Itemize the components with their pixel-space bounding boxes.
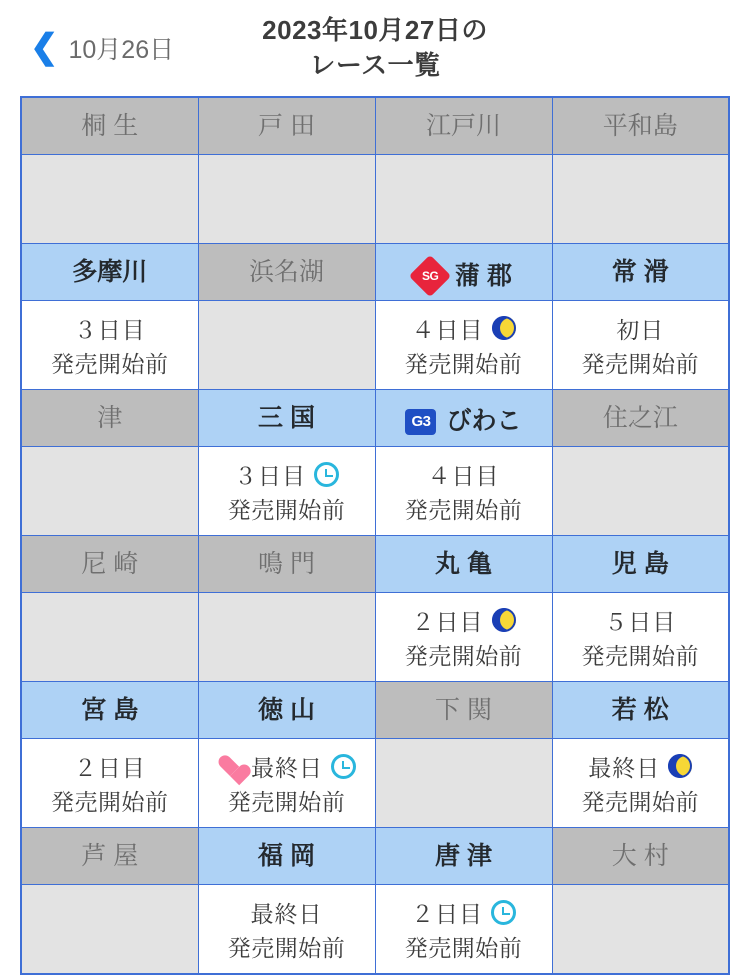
venue-name-label: 徳 山 xyxy=(258,696,315,724)
venue-name-label: 大 村 xyxy=(611,842,669,870)
sale-status-label: 発売開始前 xyxy=(227,789,346,815)
sale-status-label: 発売開始前 xyxy=(404,497,523,523)
venue-info-cell xyxy=(22,593,198,681)
venue-name-row xyxy=(21,244,729,301)
race-day-label: ２日目 xyxy=(73,754,146,781)
venue-info-cell[interactable] xyxy=(376,447,552,535)
venue-info-cell xyxy=(553,155,729,243)
venue-name-cell xyxy=(22,828,198,884)
venue-name-row xyxy=(21,682,729,739)
venue-info-cell[interactable] xyxy=(376,885,552,973)
venue-name-cell[interactable] xyxy=(376,828,552,884)
venue-info-cell[interactable] xyxy=(199,739,375,827)
venue-name-label: 丸 亀 xyxy=(435,550,492,578)
venue-name-cell[interactable] xyxy=(376,244,552,300)
race-day-row xyxy=(199,456,375,492)
race-day-row xyxy=(22,310,198,346)
venue-name-label: 鳴 門 xyxy=(258,550,315,578)
venue-name-cell[interactable] xyxy=(376,536,552,592)
venue-info-cell xyxy=(553,885,729,973)
venue-name-cell[interactable] xyxy=(199,682,375,738)
venue-name-label: 福 岡 xyxy=(258,842,315,870)
race-day-label: ４日目 xyxy=(411,316,484,343)
venue-name-cell xyxy=(553,98,729,154)
venue-name-cell[interactable] xyxy=(22,682,198,738)
venue-info-cell[interactable] xyxy=(199,885,375,973)
venue-name-cell[interactable] xyxy=(553,244,729,300)
race-day-row xyxy=(199,894,375,930)
venue-info-cell[interactable] xyxy=(553,301,729,389)
venue-name-cell xyxy=(376,682,552,738)
venue-name-label: 常 滑 xyxy=(611,258,669,286)
venue-name-cell xyxy=(199,244,375,300)
venue-info-row xyxy=(21,739,729,828)
race-day-row xyxy=(22,748,198,784)
venue-info-row xyxy=(21,447,729,536)
venue-name-cell[interactable] xyxy=(199,390,375,446)
clock-icon xyxy=(314,462,339,487)
venue-name-cell xyxy=(22,390,198,446)
venue-name-label: 児 島 xyxy=(611,550,669,578)
venue-name-cell[interactable] xyxy=(553,536,729,592)
sale-status-label: 発売開始前 xyxy=(581,643,699,669)
clock-icon xyxy=(491,900,516,925)
venue-name-label: 戸 田 xyxy=(258,112,315,140)
venue-name-label: 多摩川 xyxy=(72,258,148,286)
race-day-row xyxy=(553,310,729,346)
sale-status-label: 発売開始前 xyxy=(404,351,523,377)
venue-name-label: 尼 崎 xyxy=(81,550,139,578)
venue-name-row xyxy=(21,536,729,593)
venue-name-label: 住之江 xyxy=(602,404,678,432)
venue-name-cell[interactable] xyxy=(22,244,198,300)
venue-name-label: 津 xyxy=(97,404,123,432)
g3-grade-badge: G3 xyxy=(405,409,436,435)
sale-status-label: 発売開始前 xyxy=(227,935,346,961)
venue-name-label: 三 国 xyxy=(258,404,315,432)
race-list-container xyxy=(0,96,750,975)
race-day-row xyxy=(376,456,552,492)
venue-name-cell xyxy=(199,98,375,154)
heart-icon xyxy=(217,754,243,778)
clock-icon xyxy=(331,754,356,779)
page-title-line2: レース一覧 xyxy=(309,50,441,80)
venue-name-label: 平和島 xyxy=(602,112,678,140)
race-day-label: 最終日 xyxy=(588,754,661,781)
venue-info-cell xyxy=(376,155,552,243)
venue-name-label: 桐 生 xyxy=(81,112,139,140)
venue-name-label: 唐 津 xyxy=(435,842,492,870)
venue-name-label: 蒲 郡 xyxy=(455,261,512,290)
sale-status-label: 発売開始前 xyxy=(51,351,169,377)
venue-info-cell[interactable] xyxy=(553,739,729,827)
venue-name-label: 芦 屋 xyxy=(81,842,139,870)
venue-name-label: 下 関 xyxy=(435,696,492,724)
venue-info-cell[interactable] xyxy=(22,739,198,827)
venue-name-cell xyxy=(376,98,552,154)
venue-info-cell[interactable] xyxy=(553,593,729,681)
race-day-row xyxy=(553,602,729,638)
venue-info-row xyxy=(21,885,729,975)
moon-icon xyxy=(492,316,516,340)
race-day-label: ３日目 xyxy=(73,316,146,343)
venue-name-label: 浜名湖 xyxy=(248,258,324,286)
race-day-label: 最終日 xyxy=(250,900,323,927)
venue-name-cell xyxy=(553,828,729,884)
sale-status-label: 発売開始前 xyxy=(227,497,346,523)
venue-info-row xyxy=(21,155,729,244)
venue-name-label: びわこ xyxy=(446,407,522,435)
race-day-label: ２日目 xyxy=(411,608,484,635)
venue-name-label: 若 松 xyxy=(611,696,669,724)
venue-name-cell xyxy=(22,536,198,592)
race-day-row xyxy=(376,894,552,930)
venue-info-cell xyxy=(22,447,198,535)
race-day-row xyxy=(199,748,375,784)
venue-info-cell xyxy=(22,155,198,243)
venue-info-cell xyxy=(553,447,729,535)
sale-status-label: 発売開始前 xyxy=(581,351,699,377)
back-label: 10月26日 xyxy=(68,36,175,64)
race-venue-table xyxy=(20,96,730,975)
venue-name-cell[interactable] xyxy=(199,828,375,884)
venue-info-row xyxy=(21,301,729,390)
venue-info-cell[interactable] xyxy=(376,593,552,681)
venue-info-cell xyxy=(376,739,552,827)
venue-info-cell xyxy=(199,301,375,389)
page-title xyxy=(262,13,488,83)
race-day-label: ２日目 xyxy=(411,900,483,927)
venue-name-cell xyxy=(199,536,375,592)
venue-info-cell[interactable] xyxy=(22,301,198,389)
moon-icon xyxy=(492,608,516,632)
venue-info-cell[interactable] xyxy=(376,301,552,389)
sg-grade-badge: SG xyxy=(409,255,451,297)
race-day-label: ５日目 xyxy=(604,608,677,635)
venue-name-cell[interactable] xyxy=(553,682,729,738)
race-day-label: ４日目 xyxy=(427,462,500,489)
venue-info-cell xyxy=(199,155,375,243)
venue-name-row xyxy=(21,97,729,155)
venue-info-cell[interactable] xyxy=(199,447,375,535)
page-header xyxy=(0,0,750,96)
moon-icon xyxy=(668,754,692,778)
venue-name-cell[interactable] xyxy=(376,390,552,446)
sale-status-label: 発売開始前 xyxy=(51,789,169,815)
sale-status-label: 発売開始前 xyxy=(404,935,523,961)
venue-info-row xyxy=(21,593,729,682)
venue-info-cell xyxy=(199,593,375,681)
sale-status-label: 発売開始前 xyxy=(404,643,523,669)
venue-info-cell xyxy=(22,885,198,973)
race-day-label: 初日 xyxy=(616,316,665,343)
race-day-label: 最終日 xyxy=(251,754,323,781)
page-title-line1: 2023年10月27日の xyxy=(262,14,488,45)
venue-name-row xyxy=(21,828,729,885)
venue-name-label: 江戸川 xyxy=(425,112,501,140)
venue-name-cell xyxy=(22,98,198,154)
sale-status-label: 発売開始前 xyxy=(581,789,699,815)
venue-name-cell xyxy=(553,390,729,446)
race-day-row xyxy=(376,310,552,346)
venue-name-label: 宮 島 xyxy=(81,696,139,724)
race-day-row xyxy=(376,602,552,638)
race-day-label: ３日目 xyxy=(234,462,306,489)
venue-name-row xyxy=(21,390,729,447)
chevron-left-icon: ❮ xyxy=(30,28,59,66)
back-to-previous-day-button[interactable] xyxy=(30,30,174,66)
race-day-row xyxy=(553,748,729,784)
